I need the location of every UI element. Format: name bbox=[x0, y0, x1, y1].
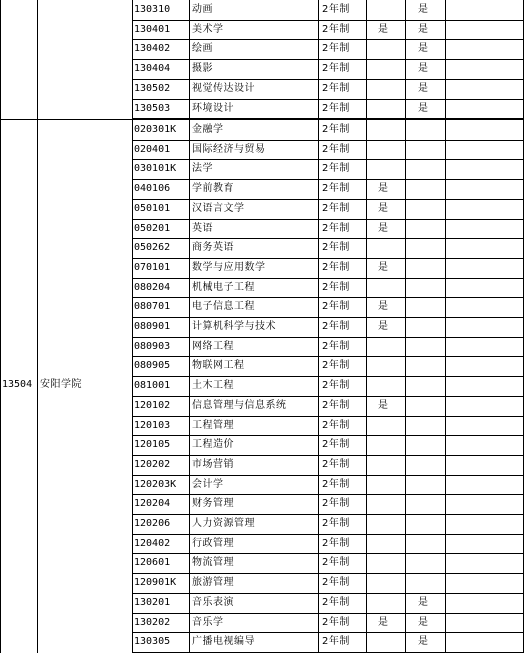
institution-name: 安阳学院 bbox=[40, 379, 82, 390]
inst-major-cell: 行政管理 bbox=[192, 538, 234, 549]
inst-code-cell: 070101 bbox=[134, 262, 171, 273]
inst-major-cell: 物流管理 bbox=[192, 557, 234, 568]
top-major-cell: 美术学 bbox=[192, 24, 224, 35]
inst-code-cell: 080204 bbox=[134, 282, 171, 293]
inst-duration-cell: 2年制 bbox=[322, 597, 350, 608]
col-rule-flag2 bbox=[405, 0, 406, 653]
inst-duration-cell: 2年制 bbox=[322, 183, 350, 194]
inst-duration-cell: 2年制 bbox=[322, 439, 350, 450]
inst-duration-cell: 2年制 bbox=[322, 617, 350, 628]
institution-code: 13504 bbox=[2, 379, 33, 390]
inst-duration-cell: 2年制 bbox=[322, 360, 350, 371]
inst-flag2-cell: 是 bbox=[418, 636, 429, 647]
inst-major-cell: 市场营销 bbox=[192, 459, 234, 470]
inst-major-cell: 土木工程 bbox=[192, 380, 234, 391]
inst-major-cell: 物联网工程 bbox=[192, 360, 245, 371]
inst-code-cell: 120202 bbox=[134, 459, 171, 470]
inst-major-cell: 商务英语 bbox=[192, 242, 234, 253]
top-major-cell: 环境设计 bbox=[192, 103, 234, 114]
inst-code-cell: 040106 bbox=[134, 183, 171, 194]
inst-code-cell: 050101 bbox=[134, 203, 171, 214]
inst-code-cell: 080903 bbox=[134, 341, 171, 352]
top-duration-cell: 2年制 bbox=[322, 43, 350, 54]
inst-major-cell: 国际经济与贸易 bbox=[192, 144, 266, 155]
inst-major-cell: 会计学 bbox=[192, 479, 224, 490]
inst-code-cell: 120203K bbox=[134, 479, 177, 490]
top-code-cell: 130502 bbox=[134, 83, 171, 94]
inst-major-cell: 法学 bbox=[192, 163, 213, 174]
inst-major-cell: 汉语言文学 bbox=[192, 203, 245, 214]
inst-code-cell: 080701 bbox=[134, 301, 171, 312]
top-code-cell: 130503 bbox=[134, 103, 171, 114]
inst-flag1-cell: 是 bbox=[378, 400, 389, 411]
top-flag2-cell: 是 bbox=[418, 24, 429, 35]
inst-major-cell: 旅游管理 bbox=[192, 577, 234, 588]
col-rule-left bbox=[0, 0, 1, 653]
inst-code-cell: 030101K bbox=[134, 163, 177, 174]
inst-code-cell: 080905 bbox=[134, 360, 171, 371]
top-code-cell: 130402 bbox=[134, 43, 171, 54]
inst-duration-cell: 2年制 bbox=[322, 301, 350, 312]
inst-duration-cell: 2年制 bbox=[322, 242, 350, 253]
inst-duration-cell: 2年制 bbox=[322, 420, 350, 431]
inst-flag2-cell: 是 bbox=[418, 597, 429, 608]
inst-flag1-cell: 是 bbox=[378, 617, 389, 628]
top-major-cell: 动画 bbox=[192, 4, 213, 15]
inst-duration-cell: 2年制 bbox=[322, 380, 350, 391]
inst-major-cell: 计算机科学与技术 bbox=[192, 321, 276, 332]
inst-major-cell: 学前教育 bbox=[192, 183, 234, 194]
top-duration-cell: 2年制 bbox=[322, 4, 350, 15]
top-flag2-cell: 是 bbox=[418, 83, 429, 94]
inst-duration-cell: 2年制 bbox=[322, 262, 350, 273]
inst-duration-cell: 2年制 bbox=[322, 479, 350, 490]
inst-major-cell: 广播电视编导 bbox=[192, 636, 255, 647]
col-rule-last bbox=[445, 0, 446, 653]
top-flag2-cell: 是 bbox=[418, 103, 429, 114]
inst-duration-cell: 2年制 bbox=[322, 400, 350, 411]
inst-duration-cell: 2年制 bbox=[322, 577, 350, 588]
inst-major-cell: 工程造价 bbox=[192, 439, 234, 450]
group-separator bbox=[0, 119, 524, 120]
inst-major-cell: 人力资源管理 bbox=[192, 518, 255, 529]
top-flag2-cell: 是 bbox=[418, 43, 429, 54]
inst-major-cell: 电子信息工程 bbox=[192, 301, 255, 312]
inst-duration-cell: 2年制 bbox=[322, 459, 350, 470]
inst-duration-cell: 2年制 bbox=[322, 538, 350, 549]
inst-code-cell: 120204 bbox=[134, 498, 171, 509]
top-code-cell: 130310 bbox=[134, 4, 171, 15]
inst-major-cell: 信息管理与信息系统 bbox=[192, 400, 287, 411]
inst-major-cell: 财务管理 bbox=[192, 498, 234, 509]
inst-code-cell: 050262 bbox=[134, 242, 171, 253]
inst-duration-cell: 2年制 bbox=[322, 518, 350, 529]
inst-flag1-cell: 是 bbox=[378, 321, 389, 332]
inst-duration-cell: 2年制 bbox=[322, 124, 350, 135]
inst-major-cell: 数学与应用数学 bbox=[192, 262, 266, 273]
inst-code-cell: 120105 bbox=[134, 439, 171, 450]
top-flag2-cell: 是 bbox=[418, 4, 429, 15]
inst-duration-cell: 2年制 bbox=[322, 498, 350, 509]
inst-flag1-cell: 是 bbox=[378, 262, 389, 273]
inst-flag1-cell: 是 bbox=[378, 203, 389, 214]
top-major-cell: 视觉传达设计 bbox=[192, 83, 255, 94]
inst-code-cell: 130305 bbox=[134, 636, 171, 647]
inst-duration-cell: 2年制 bbox=[322, 341, 350, 352]
inst-code-cell: 130202 bbox=[134, 617, 171, 628]
col-rule-major bbox=[189, 0, 190, 653]
inst-flag1-cell: 是 bbox=[378, 223, 389, 234]
inst-duration-cell: 2年制 bbox=[322, 203, 350, 214]
inst-duration-cell: 2年制 bbox=[322, 223, 350, 234]
inst-major-cell: 网络工程 bbox=[192, 341, 234, 352]
col-rule-flag1 bbox=[366, 0, 367, 653]
inst-code-cell: 120102 bbox=[134, 400, 171, 411]
inst-major-cell: 音乐表演 bbox=[192, 597, 234, 608]
inst-code-cell: 080901 bbox=[134, 321, 171, 332]
inst-duration-cell: 2年制 bbox=[322, 321, 350, 332]
inst-duration-cell: 2年制 bbox=[322, 144, 350, 155]
top-flag2-cell: 是 bbox=[418, 63, 429, 74]
top-code-cell: 130401 bbox=[134, 24, 171, 35]
inst-major-cell: 英语 bbox=[192, 223, 213, 234]
top-major-cell: 绘画 bbox=[192, 43, 213, 54]
top-major-cell: 摄影 bbox=[192, 63, 213, 74]
inst-code-cell: 020301K bbox=[134, 124, 177, 135]
inst-code-cell: 120402 bbox=[134, 538, 171, 549]
col-rule-duration bbox=[318, 0, 319, 653]
inst-major-cell: 机械电子工程 bbox=[192, 282, 255, 293]
inst-duration-cell: 2年制 bbox=[322, 163, 350, 174]
inst-code-cell: 130201 bbox=[134, 597, 171, 608]
top-flag1-cell: 是 bbox=[378, 24, 389, 35]
top-duration-cell: 2年制 bbox=[322, 63, 350, 74]
inst-code-cell: 081001 bbox=[134, 380, 171, 391]
top-duration-cell: 2年制 bbox=[322, 83, 350, 94]
inst-duration-cell: 2年制 bbox=[322, 282, 350, 293]
inst-code-cell: 120601 bbox=[134, 557, 171, 568]
col-rule-institution bbox=[37, 0, 38, 653]
col-rule-code bbox=[132, 0, 133, 653]
inst-major-cell: 音乐学 bbox=[192, 617, 224, 628]
inst-code-cell: 020401 bbox=[134, 144, 171, 155]
inst-code-cell: 120206 bbox=[134, 518, 171, 529]
inst-duration-cell: 2年制 bbox=[322, 636, 350, 647]
inst-major-cell: 工程管理 bbox=[192, 420, 234, 431]
top-duration-cell: 2年制 bbox=[322, 103, 350, 114]
top-duration-cell: 2年制 bbox=[322, 24, 350, 35]
top-code-cell: 130404 bbox=[134, 63, 171, 74]
inst-duration-cell: 2年制 bbox=[322, 557, 350, 568]
inst-code-cell: 050201 bbox=[134, 223, 171, 234]
inst-flag2-cell: 是 bbox=[418, 617, 429, 628]
inst-code-cell: 120901K bbox=[134, 577, 177, 588]
inst-flag1-cell: 是 bbox=[378, 183, 389, 194]
inst-flag1-cell: 是 bbox=[378, 301, 389, 312]
inst-major-cell: 金融学 bbox=[192, 124, 224, 135]
inst-code-cell: 120103 bbox=[134, 420, 171, 431]
